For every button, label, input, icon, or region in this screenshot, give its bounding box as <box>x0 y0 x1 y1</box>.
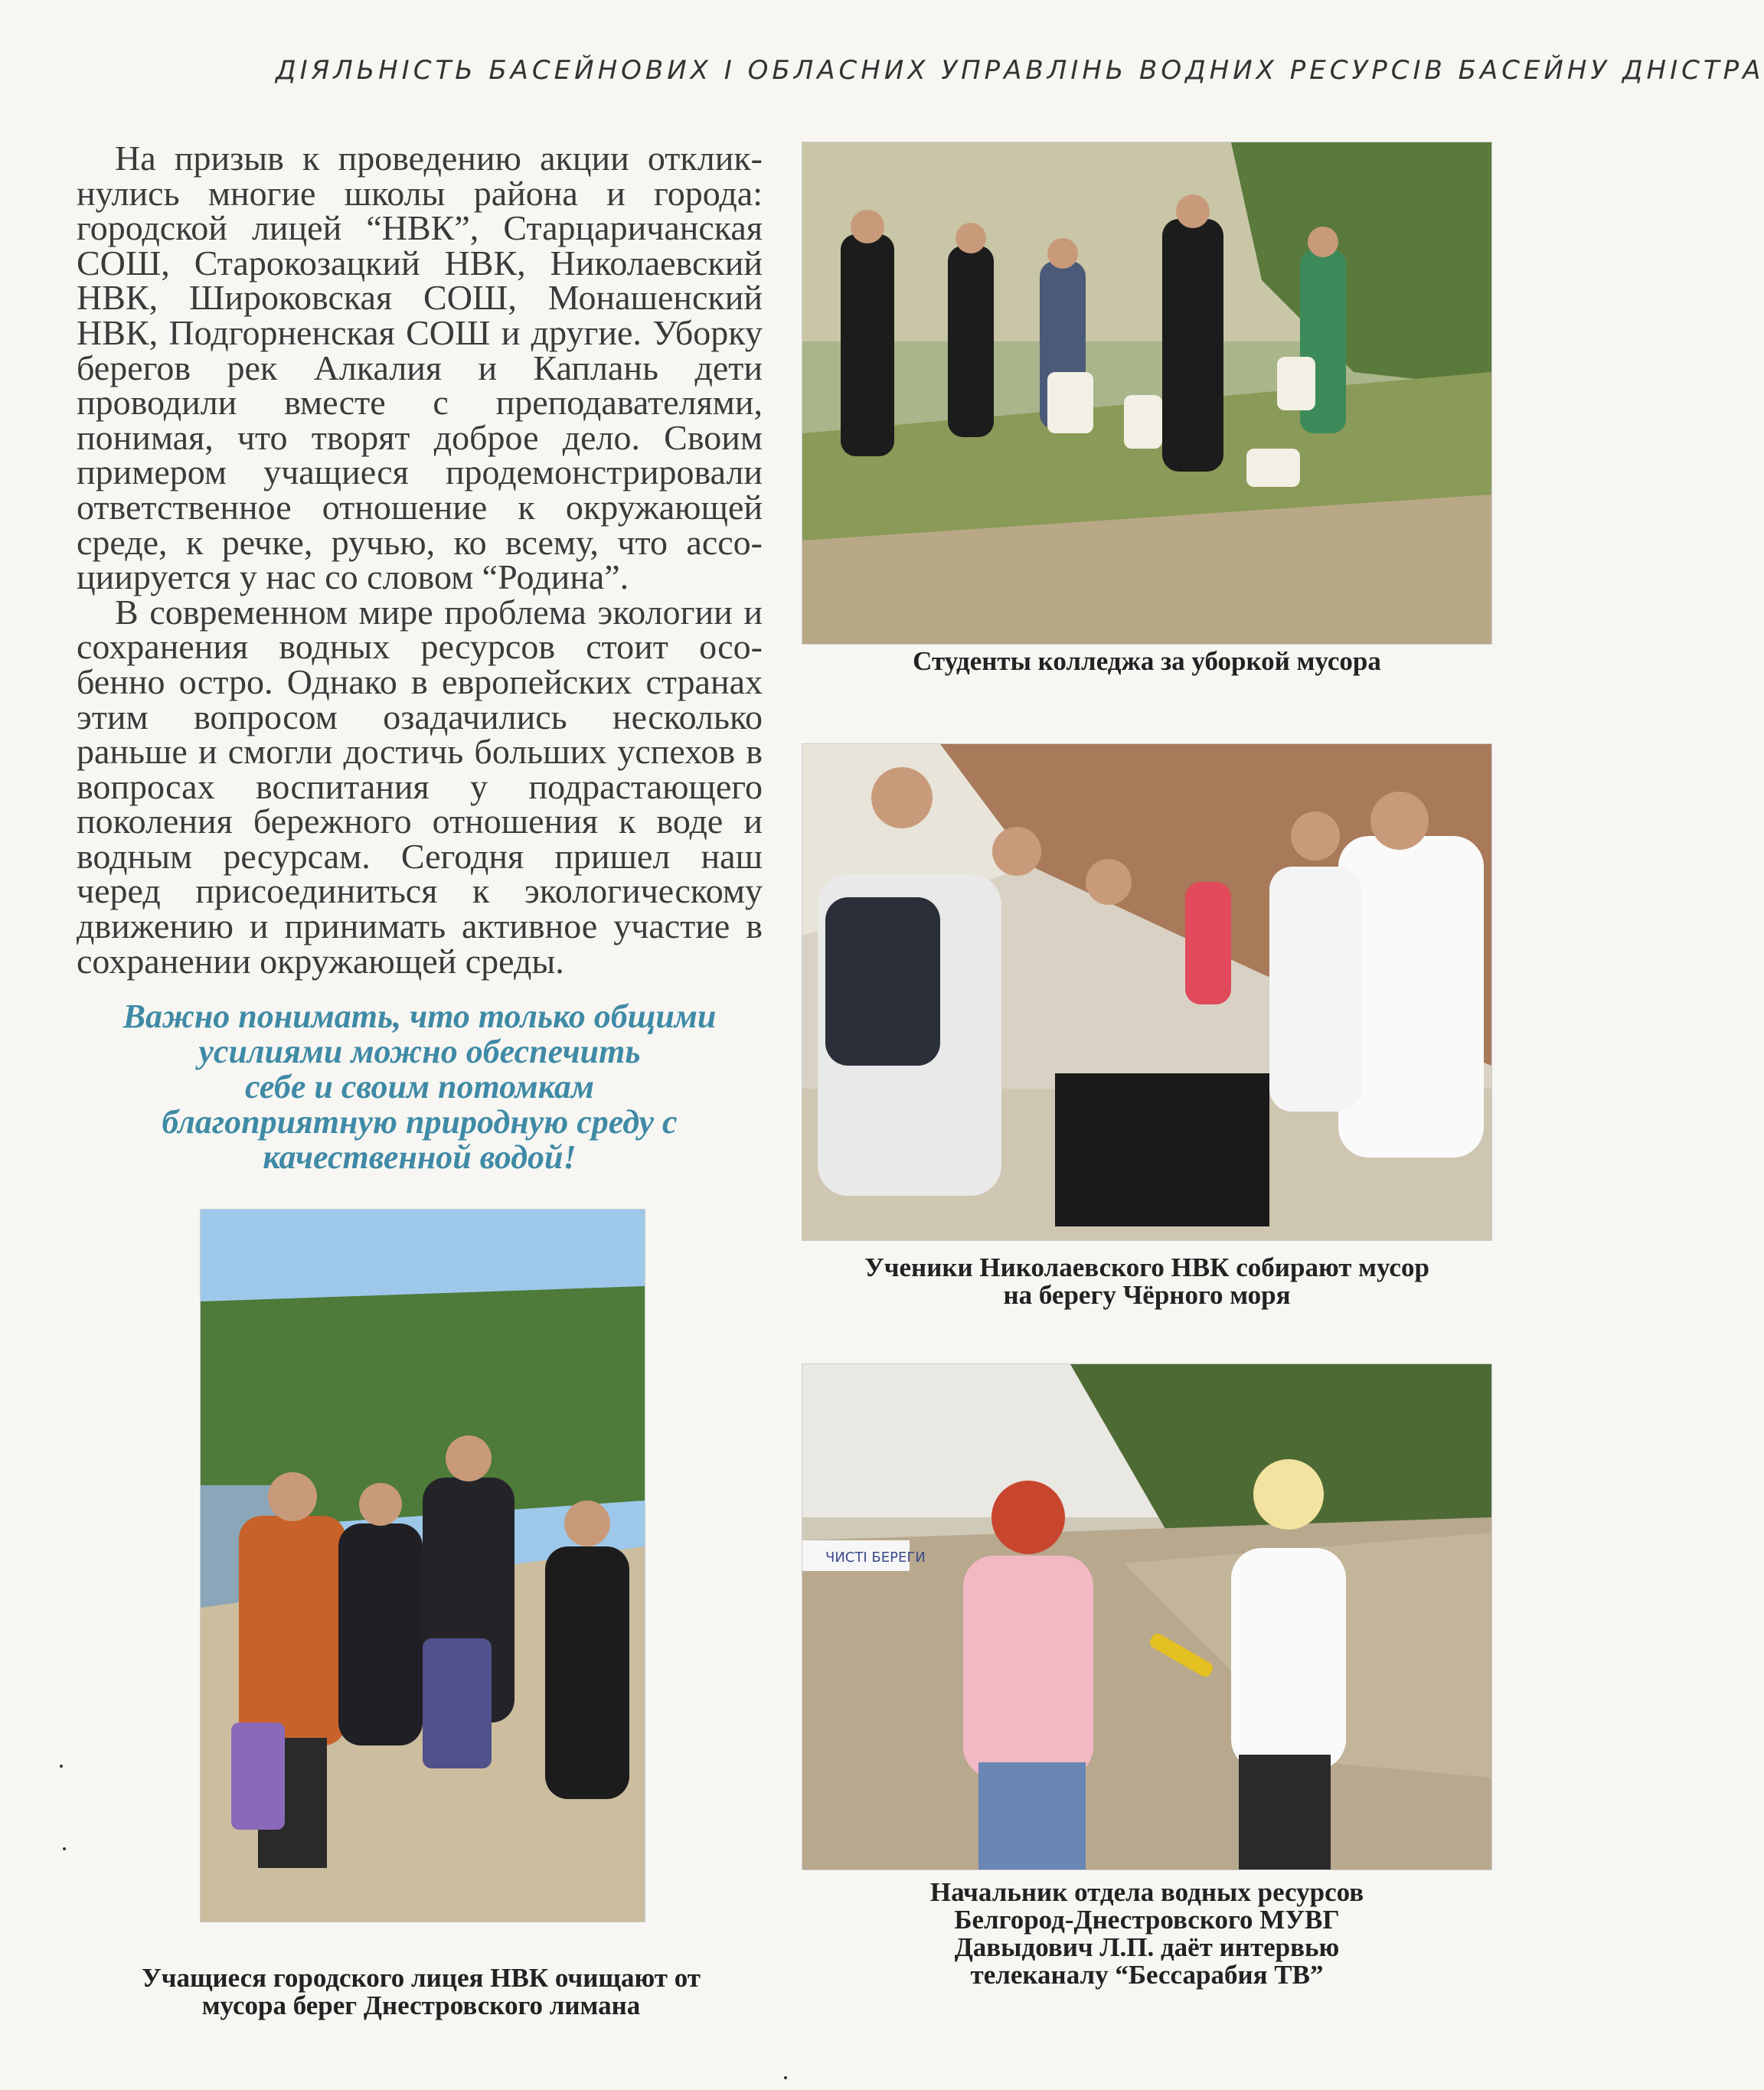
photo-students-cleanup <box>802 142 1491 644</box>
scan-speck <box>784 2076 787 2079</box>
quote-line: качественной водой! <box>263 1138 577 1176</box>
line: городской лицей “НВК”, Старцаричанская <box>77 208 763 248</box>
article-body <box>77 139 763 981</box>
line: Уборку берегов рек Алкалия и Каплань <box>77 312 763 387</box>
line: в вопросах воспитания у подрастающего <box>77 732 763 806</box>
line: раньше и смогли достичь больших успехов <box>77 732 736 772</box>
line: дети проводили вместе с преподавателями, <box>77 348 763 423</box>
line: сохранении окружающей среды. <box>77 941 564 981</box>
caption-line: Учащиеся городского лицея НВК очищают от <box>142 1963 701 1993</box>
line: понимая, что творят доброе дело. Своим <box>77 417 763 457</box>
line: нулись многие школы района и города: <box>77 173 763 213</box>
quote-line: себе и своим потомкам <box>244 1068 594 1105</box>
running-header: ДІЯЛЬНІСТЬ БАСЕЙНОВИХ І ОБЛАСНИХ УПРАВЛІНЬ ВОДНИХ РЕСУРСІВ БАСЕЙНУ ДНІСТРА <box>276 55 1764 86</box>
photo-tv-interview <box>802 1364 1491 1870</box>
line: циируется у нас со словом “Родина”. <box>77 557 629 597</box>
caption-line: Давыдович Л.П. даёт интервью <box>954 1932 1340 1962</box>
line: водным ресурсам. Сегодня пришел наш <box>77 836 763 876</box>
line: ответственное отношение к окружающей <box>77 487 763 527</box>
caption-line: Ученики Николаевского НВК собирают мусор <box>864 1252 1429 1282</box>
quote-line: усилиями можно обеспечить <box>198 1033 641 1070</box>
line: этим вопросом озадачились несколько <box>77 697 763 736</box>
line: поколения бережного отношения к воде и <box>77 802 763 841</box>
caption-photo-4 <box>84 1964 758 2020</box>
line: примером учащиеся продемонстрировали <box>77 452 763 492</box>
caption-line: Белгород-Днестровского МУВГ <box>954 1905 1340 1935</box>
line: На призыв к проведению акции отклик- <box>115 139 763 178</box>
caption-line: на берегу Чёрного моря <box>1003 1280 1291 1310</box>
line: движению и принимать активное участие в <box>77 906 763 946</box>
banner-text: ЧИСТІ БЕРЕГИ <box>825 1550 926 1566</box>
line: СОШ, Старокозацкий НВК, Николаевский <box>77 243 763 282</box>
scan-speck <box>63 1847 66 1850</box>
caption-line: Начальник отдела водных ресурсов <box>929 1877 1364 1907</box>
line: среде, к речке, ручью, ко всему, что ассо- <box>77 522 763 562</box>
line: и сохранения водных ресурсов стоит осо- <box>77 592 763 667</box>
quote-line: Важно понимать, что только общими <box>122 998 717 1035</box>
scan-speck <box>60 1765 63 1768</box>
line: черед присоединиться к экологическому <box>77 871 763 911</box>
caption-photo-2 <box>802 1254 1491 1309</box>
photo-estuary-cleanup <box>201 1210 645 1922</box>
caption-line: мусора берег Днестровского лимана <box>201 1990 641 2020</box>
highlight-quote <box>77 999 763 1175</box>
quote-line: благоприятную природную среду с <box>162 1103 678 1141</box>
photo-sea-shore-cleanup <box>802 744 1491 1240</box>
caption-line: Студенты колледжа за уборкой мусора <box>913 646 1381 676</box>
line: НВК, Подгорненская СОШ и другие. <box>77 312 642 352</box>
caption-photo-1 <box>802 648 1491 675</box>
caption-line: телеканалу “Бессарабия ТВ” <box>970 1960 1324 1990</box>
line: бенно остро. Однако в европейских странах <box>77 661 763 701</box>
line: В современном мире проблема экологии <box>115 592 733 632</box>
caption-photo-3 <box>802 1879 1491 1989</box>
line: НВК, Широковская СОШ, Монашенский <box>77 278 763 318</box>
paragraph-1 <box>77 141 763 595</box>
paragraph-2 <box>77 592 763 981</box>
